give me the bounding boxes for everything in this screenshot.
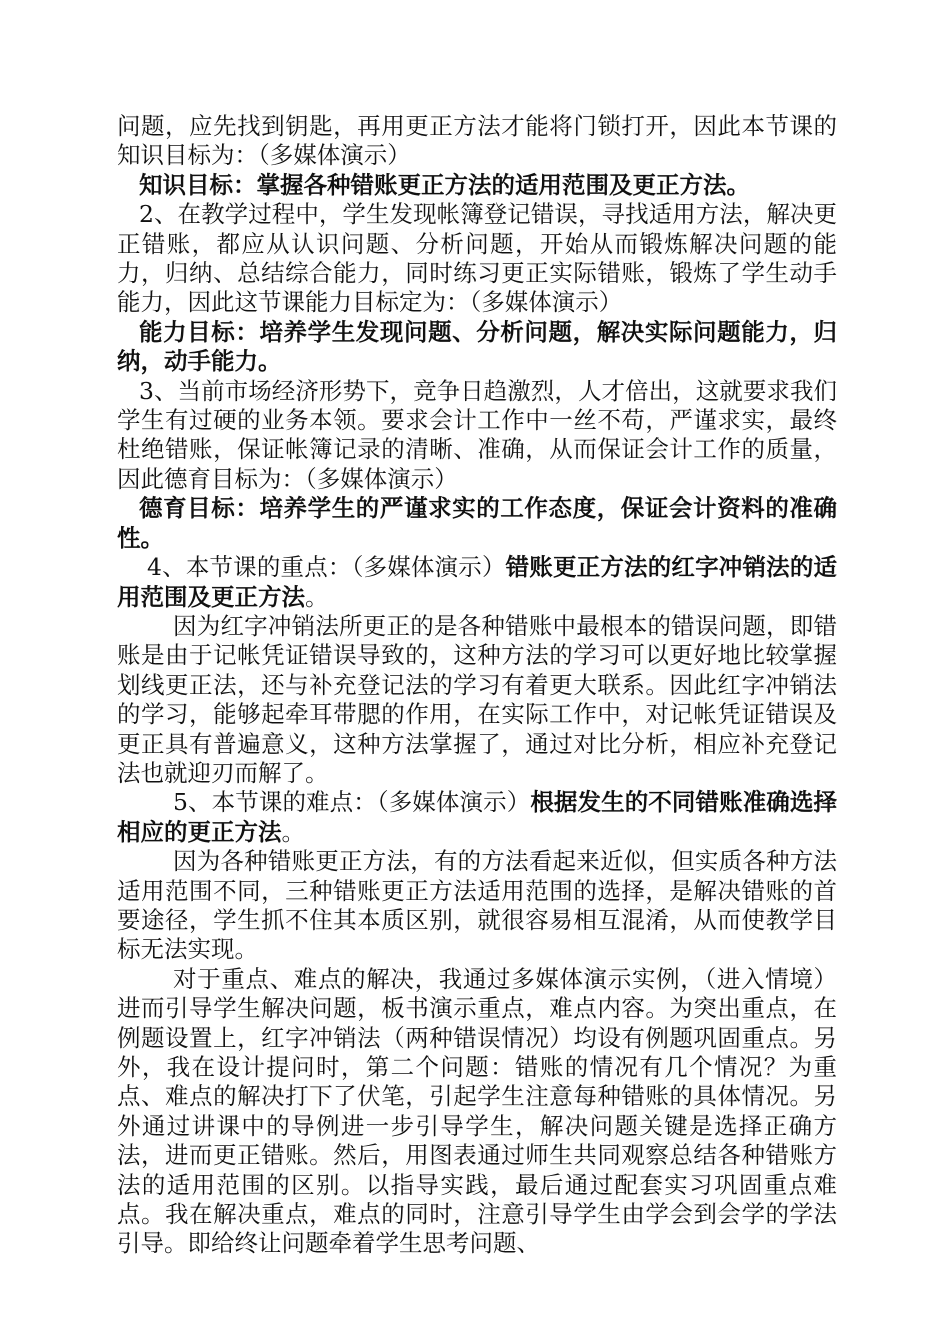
knowledge-goal: 知识目标：掌握各种错账更正方法的适用范围及更正方法。 bbox=[139, 170, 750, 199]
key-point-tail: 。 bbox=[305, 582, 329, 611]
moral-goal: 德育目标：培养学生的严谨求实的工作态度，保证会计资料的准确性。 bbox=[117, 494, 837, 552]
paragraph-ability-intro: 2、在教学过程中，学生发现帐簿登记错误，寻找适用方法，解决更正错账，都应从认识问题、分析问题，开始从而锻炼解决问题的能力，归纳、总结综合能力，同时练习更正实际错账，锻炼了学生动手能力，因此这节课能力目标定为：（多媒体演示） bbox=[117, 200, 837, 317]
key-point-paragraph bbox=[117, 553, 837, 612]
key-point-lead: 4、本节课的重点：（多媒体演示） bbox=[147, 553, 506, 582]
paragraph-moral-intro: 3、当前市场经济形势下，竞争日趋激烈，人才倍出，这就要求我们学生有过硬的业务本领。要求会计工作中一丝不苟，严谨求实，最终杜绝错账，保证帐簿记录的清晰、准确，从而保证会计工作的质量，因此德育目标为：（多媒体演示） bbox=[117, 376, 837, 493]
paragraph-knowledge-intro: 问题，应先找到钥匙，再用更正方法才能将门锁打开，因此本节课的知识目标为：（多媒体演示） bbox=[117, 112, 837, 170]
solution-paragraph: 对于重点、难点的解决，我通过多媒体演示实例，（进入情境）进而引导学生解决问题，板书演示重点，难点内容。为突出重点，在例题设置上，红字冲销法（两种错误情况）均设有例题巩固重点。另外，我在设计提问时，第二个问题：错账的情况有几个情况？为重点、难点的解决打下了伏笔，引起学生注意每种错账的具体情况。另外通过讲课中的导例进一步引导学生，解决问题关键是选择正确方法，进而更正错账。然后，用图表通过师生共同观察总结各种错账方法的适用范围的区别。以指导实践，最后通过配套实习巩固重点难点。我在解决重点，难点的同时，注意引导学生由学会到会学的学法引导。即给终让问题牵着学生思考问题、 bbox=[117, 964, 837, 1258]
document-page bbox=[117, 112, 837, 1259]
key-point-explanation: 因为红字冲销法所更正的是各种错账中最根本的错误问题，即错账是由于记帐凭证错误导致的，这种方法的学习可以更好地比较掌握划线更正法，还与补充登记法的学习有着更大联系。因此红字冲销法的学习，能够起牵耳带腮的作用，在实际工作中，对记帐凭证错误及更正具有普遍意义，这种方法掌握了，通过对比分析，相应补充登记法也就迎刃而解了。 bbox=[117, 611, 837, 787]
ability-goal: 能力目标：培养学生发现问题、分析问题，解决实际问题能力，归纳，动手能力。 bbox=[117, 317, 837, 376]
difficulty-tail: 。 bbox=[281, 817, 305, 846]
difficulty-lead: 5、本节课的难点：（多媒体演示） bbox=[173, 788, 531, 817]
difficulty-text: 根据发生的不同错账准确选择相应的更正方法 bbox=[117, 788, 838, 846]
key-point-text: 错账更正方法的红字冲销法的适用范围及更正方法 bbox=[117, 553, 837, 611]
difficulty-explanation: 因为各种错账更正方法，有的方法看起来近似，但实质各种方法适用范围不同，三种错账更正方法适用范围的选择，是解决错账的首要途径，学生抓不住其本质区别，就很容易相互混淆，从而使教学目标无法实现。 bbox=[117, 847, 837, 964]
difficulty-paragraph bbox=[117, 788, 837, 847]
